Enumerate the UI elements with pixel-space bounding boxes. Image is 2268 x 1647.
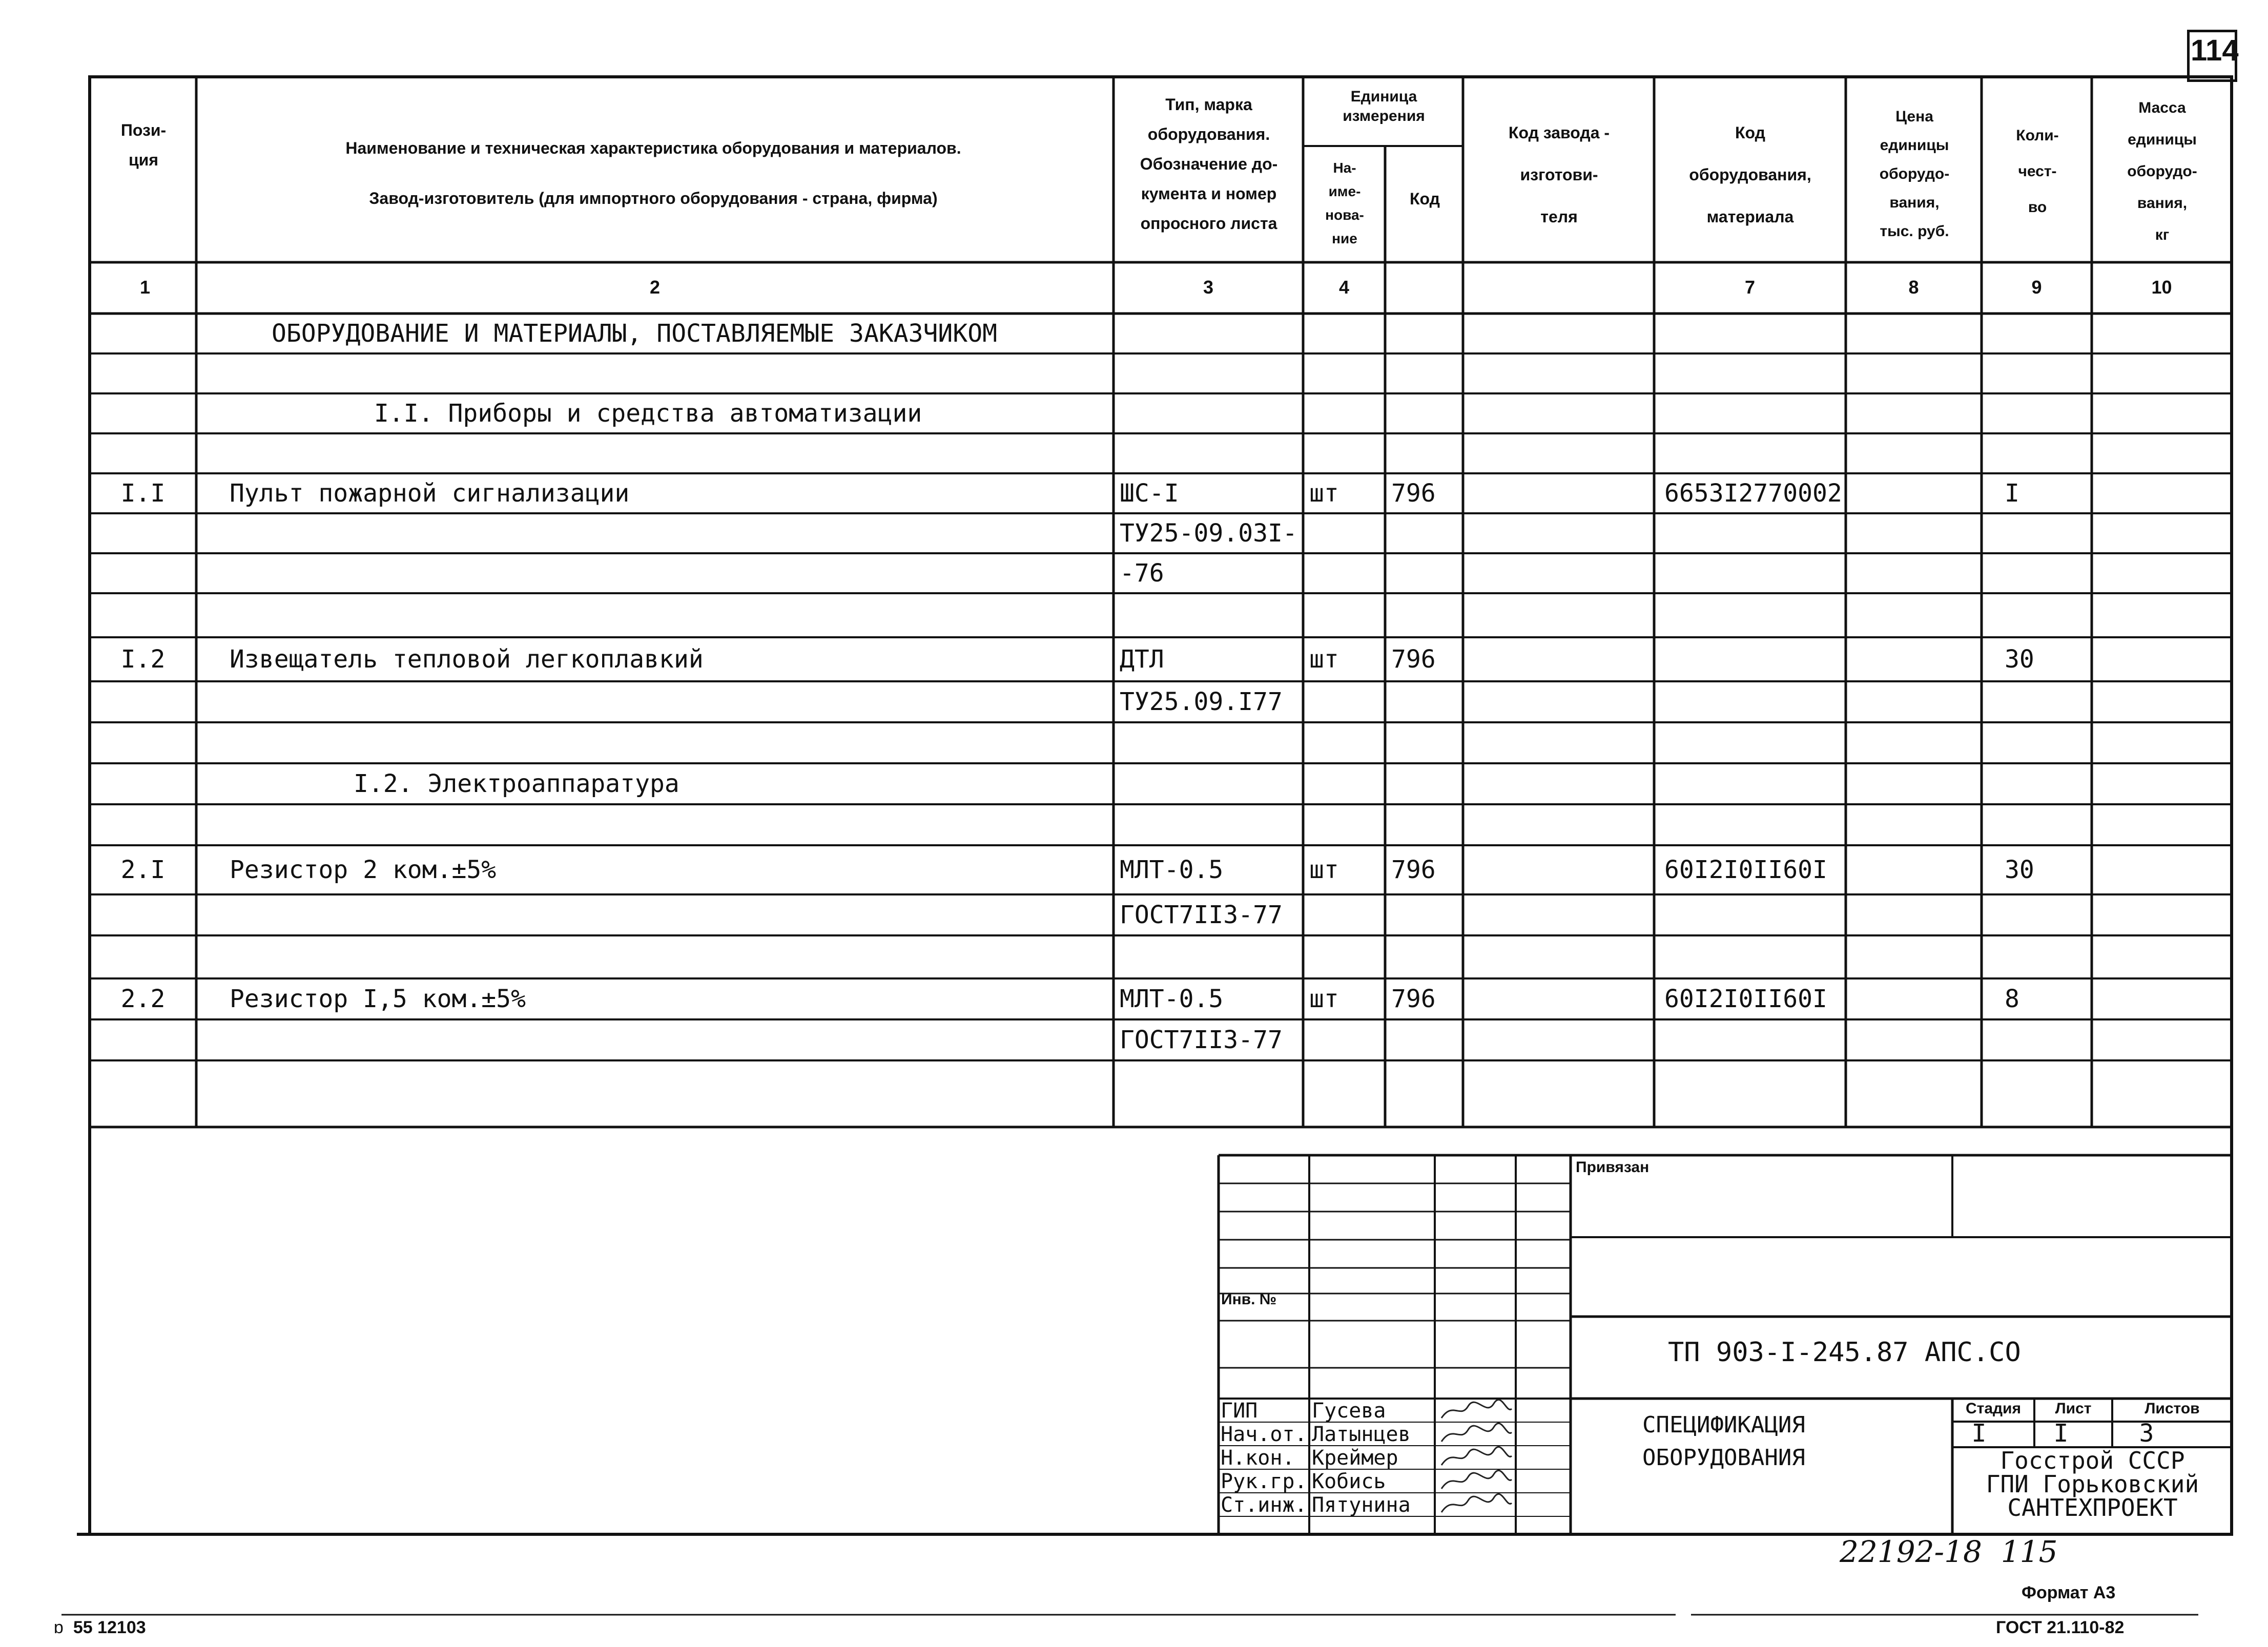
cell-name: Извещатель тепловой легкоплавкий xyxy=(230,645,704,674)
header-price: Цена единицы оборудо- вания, тыс. руб. xyxy=(1879,108,1950,240)
cell-type: -76 xyxy=(1120,559,1164,588)
cell-code xyxy=(1391,722,1462,763)
cell-qty: 30 xyxy=(2005,645,2034,674)
document-title: СПЕЦИФИКАЦИЯ ОБОРУДОВАНИЯ xyxy=(1642,1412,1805,1471)
cell-name: I.2. Электроаппаратура xyxy=(354,769,679,798)
cell-code: 796 xyxy=(1391,479,1436,508)
cell-code xyxy=(1391,353,1462,393)
cell-code xyxy=(1391,1060,1462,1127)
cell-unit xyxy=(1309,553,1384,593)
print-code: ɒ 55 12103 xyxy=(54,1618,146,1637)
stage-label: Стадия xyxy=(1965,1400,2022,1417)
cell-qty: 8 xyxy=(2005,985,2019,1013)
cell-name xyxy=(230,553,1140,593)
cell-name: Резистор I,5 ком.±5% xyxy=(230,985,526,1013)
signature-name: Пятунина xyxy=(1312,1493,1411,1517)
cell-pos xyxy=(90,433,196,473)
document-code: ТП 903-I-245.87 АПС.СО xyxy=(1668,1337,2021,1368)
col-number-3: 3 xyxy=(1203,277,1214,298)
cell-equip xyxy=(1664,935,1849,978)
header-type: Тип, марка оборудования. Обозначение до- кумента и номер опросного листа xyxy=(1140,95,1278,233)
signature-name: Латынцев xyxy=(1312,1423,1411,1446)
cell-equip xyxy=(1664,681,1849,722)
cell-unit xyxy=(1309,593,1384,637)
cell-equip: 6653I2770002 xyxy=(1664,479,1842,508)
cell-qty xyxy=(2005,1060,2108,1127)
cell-name xyxy=(230,513,1140,553)
cell-pos xyxy=(90,935,196,978)
cell-code xyxy=(1391,593,1462,637)
signature-name: Креймер xyxy=(1312,1446,1398,1470)
cell-type xyxy=(1120,1060,1302,1127)
cell-pos xyxy=(90,513,196,553)
cell-code xyxy=(1391,314,1462,353)
cell-code xyxy=(1391,1019,1462,1060)
cell-name xyxy=(230,681,1140,722)
cell-code xyxy=(1391,393,1462,433)
cell-type xyxy=(1120,763,1302,804)
cell-code xyxy=(1391,681,1462,722)
cell-pos xyxy=(90,763,196,804)
cell-qty xyxy=(2005,353,2108,393)
cell-name xyxy=(230,1060,1140,1127)
cell-type xyxy=(1120,314,1302,353)
cell-pos: 2.2 xyxy=(120,985,166,1013)
cell-unit xyxy=(1309,935,1384,978)
cell-name xyxy=(230,1019,1140,1060)
cell-pos xyxy=(90,553,196,593)
cell-equip xyxy=(1664,553,1849,593)
col-number-1: 1 xyxy=(139,277,151,298)
signature-role: Рук.гр. xyxy=(1221,1470,1307,1493)
cell-equip xyxy=(1664,353,1849,393)
handwritten-signature xyxy=(1437,1469,1514,1493)
signature-role: Н.кон. xyxy=(1221,1446,1295,1470)
cell-unit xyxy=(1309,393,1384,433)
cell-equip xyxy=(1664,894,1849,935)
cell-code xyxy=(1391,433,1462,473)
cell-code xyxy=(1391,763,1462,804)
cell-name xyxy=(230,894,1140,935)
handwritten-signature xyxy=(1437,1446,1514,1469)
cell-unit xyxy=(1309,894,1384,935)
cell-qty xyxy=(2005,763,2108,804)
cell-type xyxy=(1120,722,1302,763)
cell-name xyxy=(230,935,1140,978)
cell-type: МЛТ-0.5 xyxy=(1120,985,1224,1013)
cell-qty xyxy=(2005,393,2108,433)
cell-pos xyxy=(90,314,196,353)
handwritten-signature xyxy=(1437,1399,1514,1422)
cell-pos xyxy=(90,593,196,637)
cell-qty xyxy=(2005,722,2108,763)
handwritten-signature xyxy=(1437,1422,1514,1446)
col-number-2: 2 xyxy=(649,277,661,298)
cell-pos xyxy=(90,1060,196,1127)
cell-code: 796 xyxy=(1391,985,1436,1013)
cell-pos xyxy=(90,894,196,935)
cell-name xyxy=(230,353,1140,393)
cell-type: ТУ25-09.03I- xyxy=(1120,519,1297,548)
cell-pos: I.2 xyxy=(120,645,166,674)
signature-name: Кобись xyxy=(1312,1470,1386,1493)
cell-name: ОБОРУДОВАНИЕ И МАТЕРИАЛЫ, ПОСТАВЛЯЕМЫЕ ЗАКАЗЧИКОМ xyxy=(272,319,998,348)
cell-type xyxy=(1120,393,1302,433)
cell-equip xyxy=(1664,433,1849,473)
cell-type: ТУ25.09.I77 xyxy=(1120,687,1283,716)
cell-pos: I.I xyxy=(120,479,166,508)
header-unit-code: Код xyxy=(1410,190,1440,208)
gost-label: ГОСТ 21.110-82 xyxy=(1996,1618,2125,1637)
cell-code xyxy=(1391,894,1462,935)
cell-unit: шт xyxy=(1309,985,1339,1013)
cell-type xyxy=(1120,935,1302,978)
cell-code xyxy=(1391,804,1462,845)
cell-code xyxy=(1391,553,1462,593)
signature-role: Нач.от. xyxy=(1221,1423,1307,1446)
cell-code: 796 xyxy=(1391,645,1436,674)
cell-unit xyxy=(1309,763,1384,804)
header-unit-group: Единица измерения xyxy=(1343,88,1425,124)
cell-unit xyxy=(1309,1060,1384,1127)
handwritten-signature xyxy=(1437,1493,1514,1516)
cell-equip xyxy=(1664,1060,1849,1127)
cell-unit: шт xyxy=(1309,479,1339,508)
header-equip-code: Код оборудования, материала xyxy=(1689,123,1811,226)
cell-type xyxy=(1120,593,1302,637)
cell-equip xyxy=(1664,1019,1849,1060)
cell-qty xyxy=(2005,681,2108,722)
cell-pos xyxy=(90,722,196,763)
cell-type xyxy=(1120,433,1302,473)
sheets-value: 3 xyxy=(2139,1419,2154,1448)
col-number-8: 8 xyxy=(1908,277,1919,298)
header-unit-name: На- име- нова- ние xyxy=(1325,160,1364,246)
cell-pos xyxy=(90,393,196,433)
cell-code xyxy=(1391,513,1462,553)
header-mass: Масса единицы оборудо- вания, кг xyxy=(2127,99,2197,243)
signature-role: ГИП xyxy=(1221,1399,1258,1423)
cell-equip: 60I2I0II60I xyxy=(1664,856,1827,884)
cell-equip xyxy=(1664,314,1849,353)
cell-unit: шт xyxy=(1309,645,1339,674)
cell-pos xyxy=(90,681,196,722)
cell-code: 796 xyxy=(1391,856,1436,884)
signature-role: Ст.инж. xyxy=(1221,1493,1307,1517)
cell-type: ШС-I xyxy=(1120,479,1179,508)
cell-equip xyxy=(1664,637,1849,681)
cell-pos xyxy=(90,804,196,845)
cell-equip xyxy=(1664,593,1849,637)
cell-qty xyxy=(2005,593,2108,637)
cell-type xyxy=(1120,353,1302,393)
cell-name xyxy=(230,433,1140,473)
cell-name xyxy=(230,804,1140,845)
sheets-label: Листов xyxy=(2145,1400,2200,1417)
cell-pos xyxy=(90,1019,196,1060)
cell-qty xyxy=(2005,804,2108,845)
cell-qty xyxy=(2005,1019,2108,1060)
sheet-label: Лист xyxy=(2055,1400,2092,1417)
print-code-text: 55 12103 xyxy=(73,1618,146,1637)
cell-name: Резистор 2 ком.±5% xyxy=(230,856,497,884)
organization: Госстрой СССР ГПИ Горьковский САНТЕХПРОЕКТ xyxy=(1986,1447,2199,1521)
cell-equip xyxy=(1664,722,1849,763)
col-number-10: 10 xyxy=(2151,277,2172,298)
cell-equip xyxy=(1664,804,1849,845)
cell-equip xyxy=(1664,763,1849,804)
cell-qty: 30 xyxy=(2005,856,2034,884)
header-maker-code: Код завода - изготови- теля xyxy=(1508,123,1610,226)
header-qty: Коли- чест- во xyxy=(2016,127,2059,216)
format-label: Формат А3 xyxy=(2022,1583,2116,1602)
header-position: Пози- ция xyxy=(120,121,167,169)
header-name: Наименование и техническая характеристика оборудования и материалов. Завод-изготовитель (для импортного оборудования - страна, фирма) xyxy=(345,139,961,207)
cell-unit xyxy=(1309,314,1384,353)
cell-qty xyxy=(2005,513,2108,553)
cell-qty: I xyxy=(2005,479,2019,508)
cell-name xyxy=(230,593,1140,637)
cell-unit xyxy=(1309,681,1384,722)
cell-qty xyxy=(2005,314,2108,353)
cell-unit xyxy=(1309,513,1384,553)
cell-code xyxy=(1391,935,1462,978)
cell-type xyxy=(1120,804,1302,845)
sheet-value: I xyxy=(2053,1419,2069,1448)
signature-name: Гусева xyxy=(1312,1399,1386,1423)
cell-unit xyxy=(1309,433,1384,473)
cell-name: Пульт пожарной сигнализации xyxy=(230,479,630,508)
cell-type: ДТЛ xyxy=(1120,645,1164,674)
cell-name: I.I. Приборы и средства автоматизации xyxy=(374,399,922,428)
archive-number: 22192-18 115 xyxy=(1840,1534,2058,1569)
col-number-9: 9 xyxy=(2031,277,2042,298)
cell-unit xyxy=(1309,1019,1384,1060)
cell-unit: шт xyxy=(1309,856,1339,884)
page-number: 114 xyxy=(2191,34,2239,67)
cell-type: МЛТ-0.5 xyxy=(1120,856,1224,884)
cell-qty xyxy=(2005,935,2108,978)
cell-equip: 60I2I0II60I xyxy=(1664,985,1827,1013)
cell-type: ГОСТ7II3-77 xyxy=(1120,901,1283,929)
stage-value: I xyxy=(1971,1419,1987,1448)
cell-unit xyxy=(1309,722,1384,763)
cell-qty xyxy=(2005,433,2108,473)
inventory-number-label: Инв. № xyxy=(1221,1291,1277,1308)
col-number-4: 4 xyxy=(1338,277,1350,298)
cell-pos: 2.I xyxy=(120,856,166,884)
cell-qty xyxy=(2005,894,2108,935)
cell-equip xyxy=(1664,393,1849,433)
cell-unit xyxy=(1309,353,1384,393)
cell-unit xyxy=(1309,804,1384,845)
cell-name xyxy=(230,722,1140,763)
cell-pos xyxy=(90,353,196,393)
cell-type: ГОСТ7II3-77 xyxy=(1120,1026,1283,1054)
col-number-7: 7 xyxy=(1744,277,1756,298)
cell-equip xyxy=(1664,513,1849,553)
cell-qty xyxy=(2005,553,2108,593)
privyazan-label: Привязан xyxy=(1576,1159,1650,1176)
